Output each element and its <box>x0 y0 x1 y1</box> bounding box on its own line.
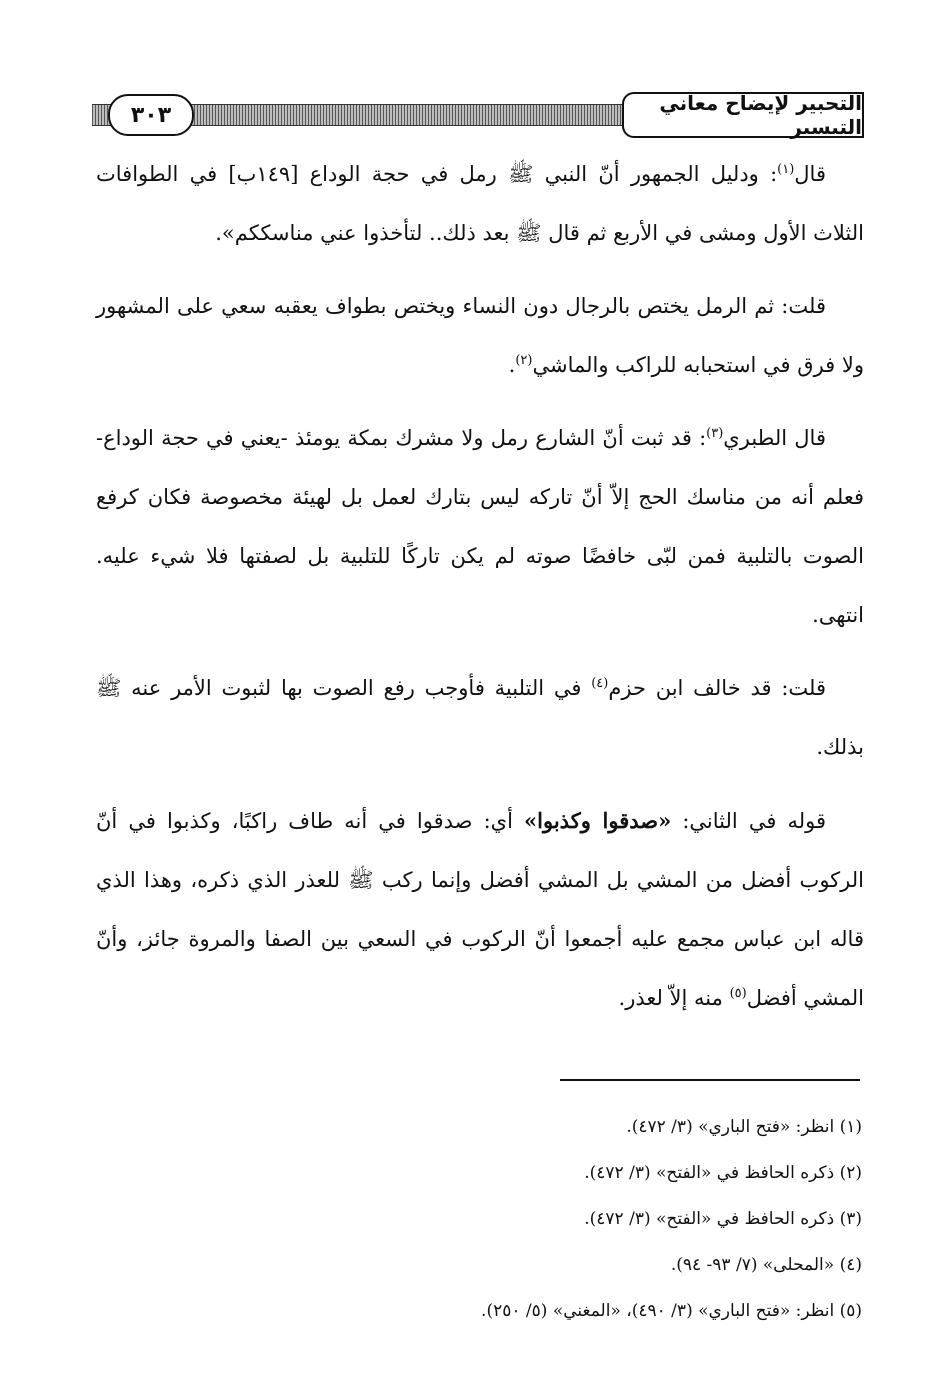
footnote-ref-1: (١) <box>777 162 795 177</box>
footnote-3: (٣) ذكره الحافظ في «الفتح» (٣/ ٤٧٢). <box>584 1209 862 1229</box>
footnote-ref-3: (٣) <box>706 426 724 441</box>
main-text <box>96 145 864 1028</box>
footnote-1: (١) انظر: «فتح الباري» (٣/ ٤٧٢). <box>626 1117 862 1137</box>
footnote-4: (٤) «المحلى» (٧/ ٩٣- ٩٤). <box>670 1255 862 1275</box>
page-header <box>92 92 864 142</box>
footnote-ref-4: (٤) <box>591 676 609 691</box>
footnotes <box>96 1104 862 1334</box>
paragraph-4: قلت: قد خالف ابن حزم$^{(٤)}$ في التلبية فأوجب رفع الصوت بها لثبوت الأمر عنه ﷺ بذلك. <box>96 676 864 759</box>
paragraph-5: قوله في الثاني: «صدقوا وكذبوا» أي: صدقوا في أنه طاف راكبًا، وكذبوا في أنّ الركوب أفضل من المشي بل المشي أفضل وإنما ركب ﷺ للعذر الذي ذكره، وهذا الذي قاله ابن عباس مجمع عليه أجمعوا أنّ الركوب في السعي بين الصفا والمروة جائز، وأنّ المشي أفضل$^{(٥)}$ منه إلاّ لعذر. <box>96 808 864 1010</box>
footnote-ref-5: (٥) <box>729 986 747 1001</box>
paragraph-1: قال$^{(١)}$: ودليل الجمهور أنّ النبي ﷺ رمل في حجة الوداع [١٤٩ب] في الطوافات الثلاث الأول ومشى في الأربع ثم قال ﷺ بعد ذلك.. لتأخذوا عني مناسككم». <box>96 162 864 245</box>
footnote-5: (٥) انظر: «فتح الباري» (٣/ ٤٩٠)، «المغني» (٥/ ٢٥٠). <box>481 1301 862 1321</box>
paragraph-2: قلت: ثم الرمل يختص بالرجال دون النساء ويختص بطواف يعقبه سعي على المشهور ولا فرق في استحبابه للراكب والماشي$^{(٢)}$. <box>96 294 864 377</box>
footnote-2: (٢) ذكره الحافظ في «الفتح» (٣/ ٤٧٢). <box>584 1163 862 1183</box>
footnote-separator <box>560 1079 860 1081</box>
footnote-ref-2: (٢) <box>515 353 533 368</box>
quoted-phrase: «صدقوا وكذبوا» <box>524 808 672 833</box>
paragraph-3: قال الطبري$^{(٣)}$: قد ثبت أنّ الشارع رمل ولا مشرك بمكة يومئذ -يعني في حجة الوداع- فعلم أنه من مناسك الحج إلاّ أنّ تاركه ليس بتارك لعمل بل لهيئة مخصوصة فكان كرفع الصوت بالتلبية فمن لبّى خافضًا صوته لم يكن تاركًا للتلبية بل لصفتها فلا شيء عليه. انتهى. <box>96 426 864 627</box>
book-title: التحبير لإيضاح معاني التيسير <box>622 92 864 138</box>
page-number: ٣٠٣ <box>108 94 194 136</box>
